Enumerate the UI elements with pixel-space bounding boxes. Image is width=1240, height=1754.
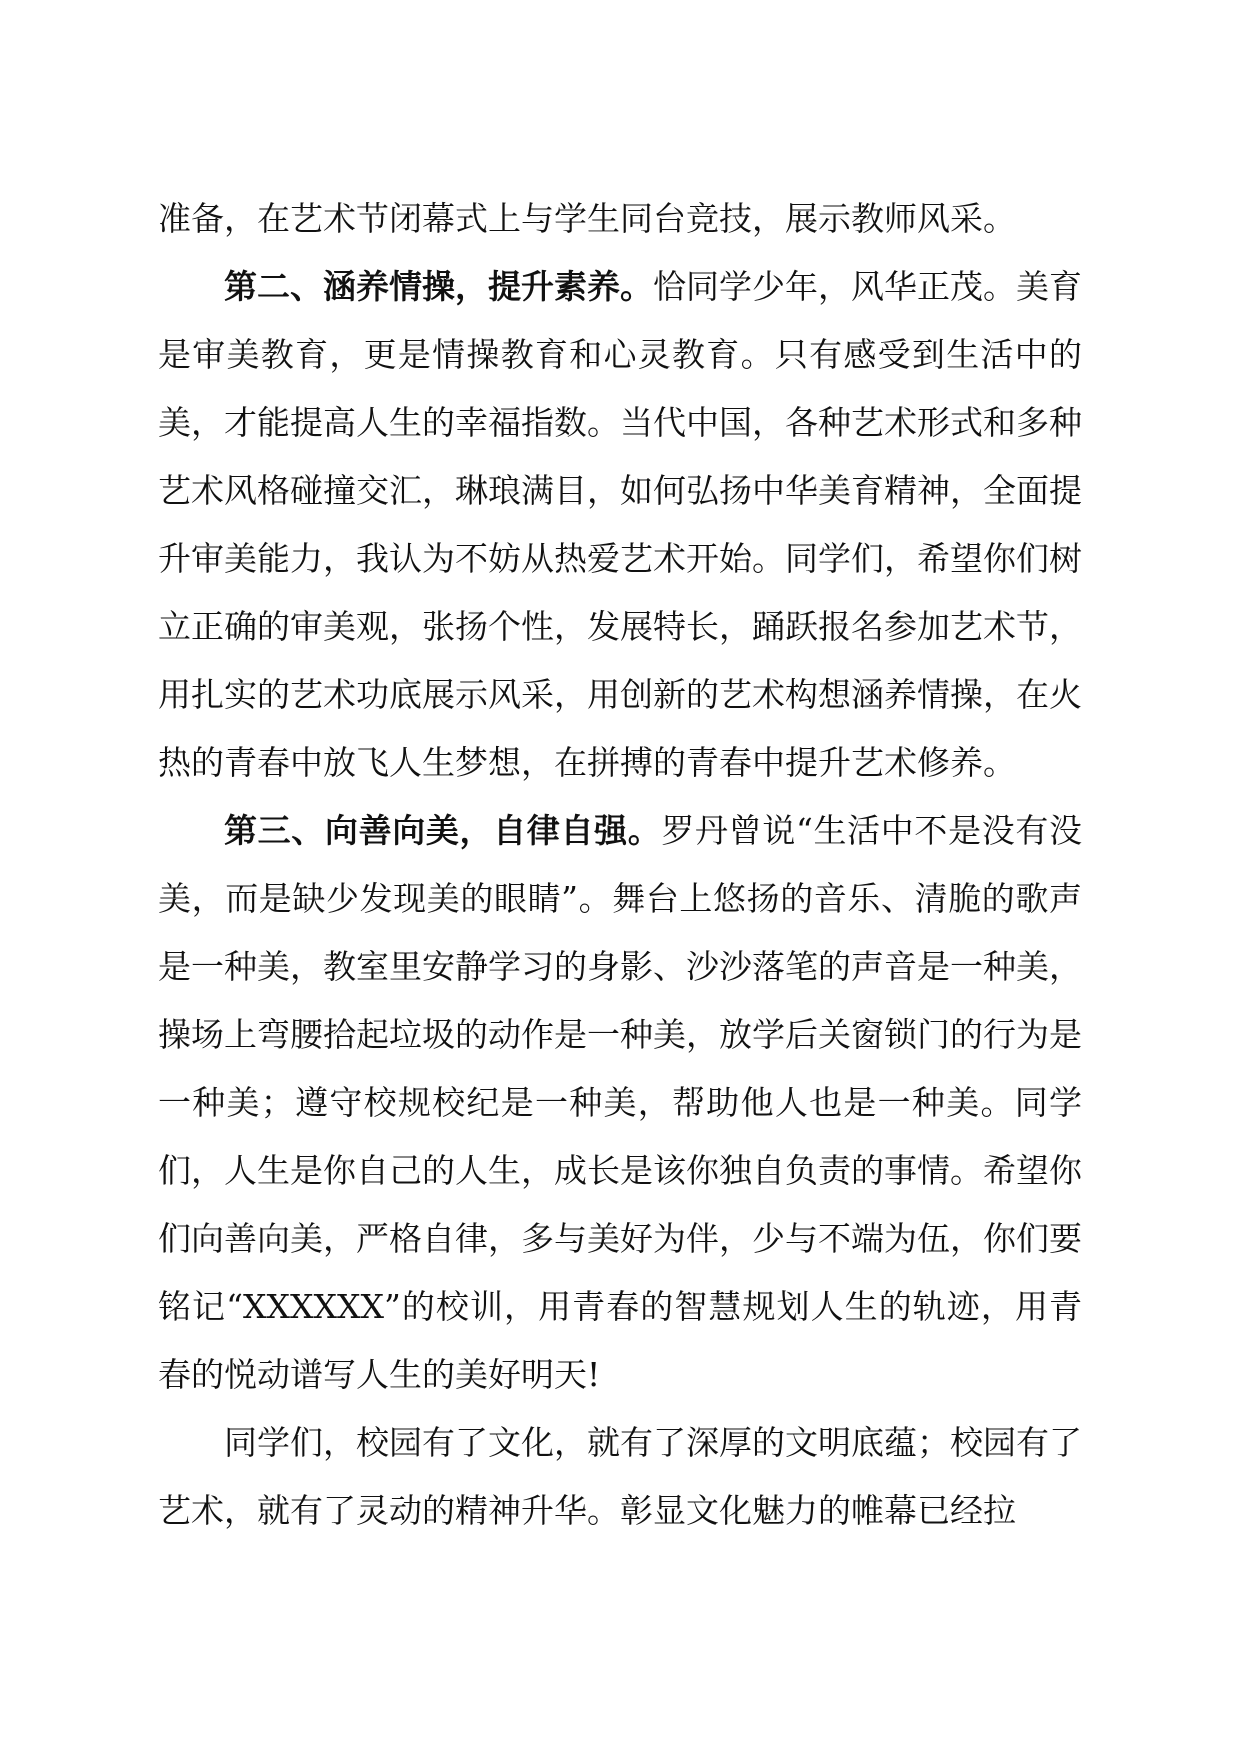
paragraph-text: 罗丹曾说“生活中不是没有没美，而是缺少发现美的眼睛”。舞台上悠扬的音乐、清脆的歌声是一种美，教室里安静学习的身影、沙沙落笔的声音是一种美，操场上弯腰拾起垃圾的动作是一种美，放学后关窗锁门的行为是一种美；遵守校规校纪是一种美，帮助他人也是一种美。同学们，人生是你自己的人生，成长是该你独自负责的事情。希望你们向善向美，严格自律，多与美好为伴，少与不端为伍，你们要铭记“XXXXXX”的校训，用青春的智慧规划人生的轨迹，用青春的悦动谱写人生的美好明天! <box>158 811 1083 1394</box>
section-heading: 第二、涵养情操，提升素养。 <box>224 267 653 306</box>
paragraph-closing <box>158 1409 1082 1545</box>
paragraph-section-two <box>158 253 1082 797</box>
paragraph-section-three <box>158 797 1082 1409</box>
paragraph-text: 准备，在艺术节闭幕式上与学生同台竞技，展示教师风采。 <box>158 199 1016 238</box>
paragraph-text: 恰同学少年，风华正茂。美育是审美教育，更是情操教育和心灵教育。只有感受到生活中的美，才能提高人生的幸福指数。当代中国，各种艺术形式和多种艺术风格碰撞交汇，琳琅满目，如何弘扬中华美育精神，全面提升审美能力，我认为不妨从热爱艺术开始。同学们，希望你们树立正确的审美观，张扬个性，发展特长，踊跃报名参加艺术节，用扎实的艺术功底展示风采，用创新的艺术构想涵养情操，在火热的青春中放飞人生梦想，在拼搏的青春中提升艺术修养。 <box>158 267 1082 782</box>
paragraph-text: 同学们，校园有了文化，就有了深厚的文明底蕴；校园有了艺术，就有了灵动的精神升华。彰显文化魅力的帷幕已经拉 <box>158 1423 1082 1530</box>
document-page <box>158 185 1082 1545</box>
section-heading: 第三、向善向美，自律自强。 <box>224 811 662 850</box>
paragraph-continuation <box>158 185 1082 253</box>
